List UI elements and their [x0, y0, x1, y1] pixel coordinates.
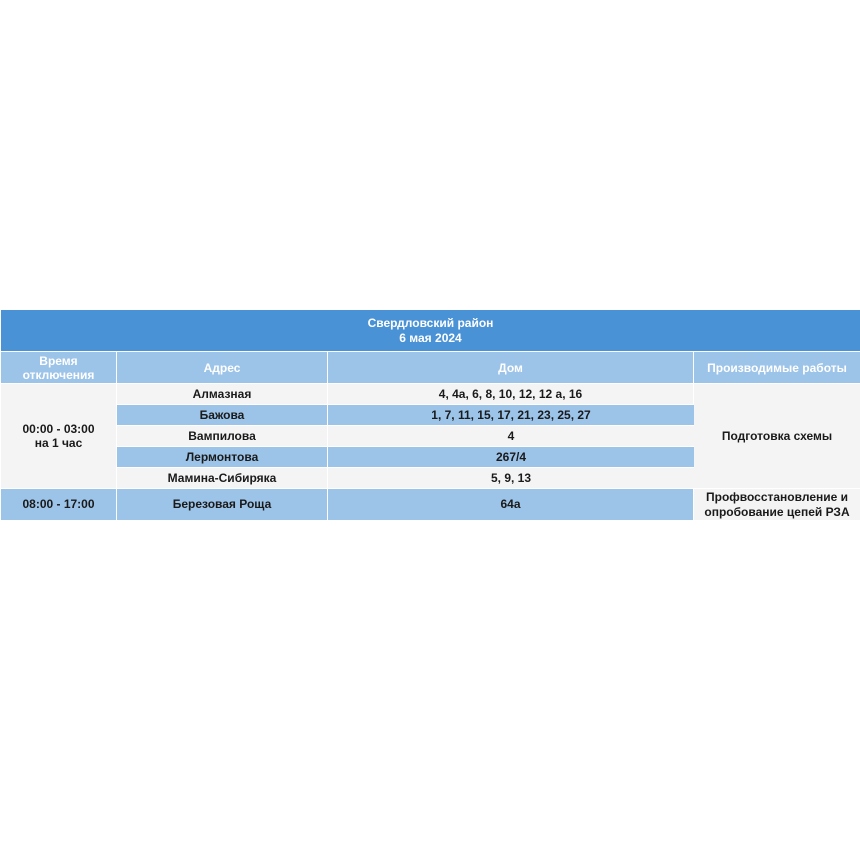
time-range: 00:00 - 03:00 [22, 422, 95, 436]
schedule-date: 6 мая 2024 [399, 330, 462, 345]
time-duration: на 1 час [34, 436, 83, 450]
house-cell: 267/4 [328, 447, 694, 468]
header-house: Дом [328, 352, 694, 384]
house-cell: 4, 4а, 6, 8, 10, 12, 12 а, 16 [328, 384, 694, 405]
address-cell: Мамина-Сибиряка [117, 468, 328, 489]
house-cell: 5, 9, 13 [328, 468, 694, 489]
address-cell: Бажова [117, 405, 328, 426]
works-line: опробование цепей РЗА [704, 504, 850, 519]
address-cell: Алмазная [117, 384, 328, 405]
table-row [1, 384, 860, 405]
header-works: Производимые работы [694, 352, 860, 384]
works-cell [694, 489, 860, 521]
district-name: Свердловский район [367, 315, 494, 330]
table-row [1, 489, 860, 521]
time-cell: 08:00 - 17:00 [1, 489, 117, 521]
header-time: Время отключения [1, 352, 117, 384]
house-cell: 4 [328, 426, 694, 447]
time-cell [1, 384, 117, 489]
address-cell: Лермонтова [117, 447, 328, 468]
address-cell: Березовая Роща [117, 489, 328, 521]
house-cell: 64а [328, 489, 694, 521]
header-row [1, 352, 860, 384]
house-cell: 1, 7, 11, 15, 17, 21, 23, 25, 27 [328, 405, 694, 426]
header-address: Адрес [117, 352, 328, 384]
works-cell: Подготовка схемы [694, 384, 860, 489]
address-cell: Вампилова [117, 426, 328, 447]
outage-schedule-table [1, 310, 860, 521]
works-line: Профвосстановление и [705, 489, 849, 504]
table-title [1, 310, 860, 352]
title-row [1, 310, 860, 352]
